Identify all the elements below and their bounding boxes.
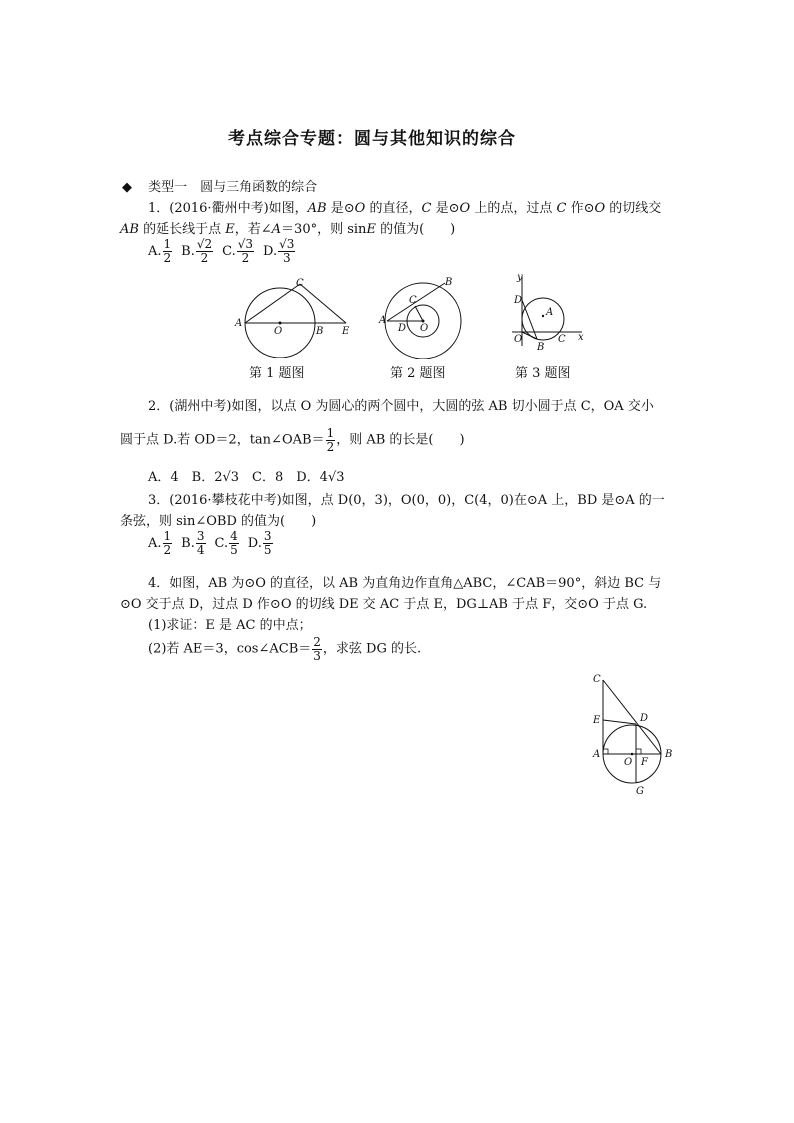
axis-label: x xyxy=(578,332,584,343)
q4-fraction: $\frac{2}{3}$ xyxy=(313,635,321,663)
q3-options xyxy=(148,530,282,556)
q3-source: (2016·攀枝花中考) xyxy=(169,493,282,508)
q1-number: 1． xyxy=(148,201,170,216)
figure-2 xyxy=(375,273,475,359)
point-label: O xyxy=(420,323,429,334)
q1-text: 是⊙ xyxy=(330,201,355,216)
q1-option-d: D. $\frac{√3}{3}$ xyxy=(263,237,295,265)
q2-text: 如图，以点 O 为圆心的两个圆中，大圆的弦 AB 切小圆于点 C，OA 交小 xyxy=(231,399,654,414)
point-label: F xyxy=(641,757,648,768)
q1-options xyxy=(148,238,304,264)
point-label: O xyxy=(514,334,523,345)
q2-line2 xyxy=(120,427,465,453)
q1-text: 的切线交 xyxy=(609,201,662,216)
q2-source: (湖州中考) xyxy=(169,399,232,414)
q3-option-a: A. $\frac{1}{2}$ xyxy=(148,529,172,557)
point-label: B xyxy=(665,749,673,760)
q1-text: 的值为( ) xyxy=(380,222,456,237)
q2-text: ，则 AB 的长是( ) xyxy=(336,432,465,448)
point-label: B xyxy=(316,326,324,337)
q3-option-d: D. $\frac{3}{5}$ xyxy=(247,529,272,557)
q1-text: 的直径， xyxy=(369,201,422,216)
point-label: A xyxy=(379,315,387,326)
q3-number: 3． xyxy=(148,493,170,508)
q4-part2 xyxy=(148,636,421,662)
point-label: C xyxy=(296,278,304,289)
q4-line2: ⊙O 交于点 D，过点 D 作⊙O 的切线 DE 交 AC 于点 E，DG⊥AB 于点 F，交⊙O 于点 G. xyxy=(120,597,648,612)
q3-option-c: C. $\frac{4}{5}$ xyxy=(214,529,238,557)
q1-line1: 1．(2016·衢州中考)如图，AB 是⊙O 的直径，C 是⊙O 上的点，过点 C 作⊙O 的切线交 xyxy=(148,201,662,216)
q3-line1 xyxy=(148,489,665,508)
bullet-icon: ◆ xyxy=(122,180,132,195)
q1-text: 的延长线于点 xyxy=(143,222,222,237)
point-label: D xyxy=(514,295,523,306)
section-label: 类型一 圆与三角函数的综合 xyxy=(148,180,318,195)
point-label: D xyxy=(398,323,407,334)
point-label: B xyxy=(537,342,545,353)
point-label: C xyxy=(593,674,601,685)
q1-text: 作⊙ xyxy=(570,201,595,216)
q2-number: 2． xyxy=(148,399,170,414)
point-label: C xyxy=(409,295,417,306)
point-label: C xyxy=(558,334,566,345)
q3-line2: 条弦，则 sin∠OBD 的值为( ) xyxy=(120,514,317,529)
q4-number: 4． xyxy=(148,576,170,591)
figure-1-caption: 第 1 题图 xyxy=(249,366,305,381)
q4-text: (2)若 AE＝3，cos∠ACB＝ xyxy=(148,641,312,657)
point-label: E xyxy=(342,326,350,337)
q1-text: 是⊙ xyxy=(435,201,460,216)
point-label: B xyxy=(445,277,453,288)
q1-option-c: C. $\frac{√3}{2}$ xyxy=(222,237,254,265)
q2-fraction: $\frac{1}{2}$ xyxy=(326,426,335,454)
point-label: O xyxy=(274,326,283,337)
axis-label: y xyxy=(517,272,523,283)
point-label: A xyxy=(593,749,601,760)
q2-line1 xyxy=(148,395,654,414)
page-title: 考点综合专题：圆与其他知识的综合 xyxy=(228,129,516,149)
q2-options: A．4 B．2√3 C．8 D．4√3 xyxy=(148,470,345,485)
figure-1 xyxy=(228,278,358,358)
q1-line2: AB 的延长线于点 E，若∠A＝30°，则 sinE 的值为( ) xyxy=(120,222,456,237)
q4-text: ，求弦 DG 的长. xyxy=(322,641,422,657)
q1-text: ，若∠ xyxy=(234,222,272,237)
q4-line1 xyxy=(148,572,661,591)
q1-option-a: A. $\frac{1}{2}$ xyxy=(148,237,172,265)
figure-3-caption: 第 3 题图 xyxy=(515,366,571,381)
q3-text: 如图，点 D(0，3)，O(0，0)，C(4，0)在⊙A 上，BD 是⊙A 的一 xyxy=(281,493,665,508)
point-label: G xyxy=(636,786,644,797)
figure-3 xyxy=(508,270,590,354)
q3-option-b: B. $\frac{3}{4}$ xyxy=(181,529,205,557)
point-label: O xyxy=(624,757,633,768)
q1-option-b: B. $\frac{√2}{2}$ xyxy=(181,237,213,265)
point-label: A xyxy=(546,307,554,318)
q1-text: 如图， xyxy=(268,201,308,216)
q1-text: ＝30°，则 sin xyxy=(281,222,367,237)
figure-4 xyxy=(588,668,680,798)
q4-text: 如图，AB 为⊙O 的直径，以 AB 为直角边作直角△ABC，∠CAB＝90°，斜边 BC 与 xyxy=(169,576,662,591)
figure-2-caption: 第 2 题图 xyxy=(390,366,446,381)
point-label: E xyxy=(593,715,601,726)
q1-text: 上的点，过点 xyxy=(474,201,553,216)
q1-source: (2016·衢州中考) xyxy=(169,201,269,216)
q4-part1: (1)求证：E 是 AC 的中点； xyxy=(148,618,312,633)
point-label: D xyxy=(640,713,649,724)
q2-text: 圆于点 D.若 OD＝2，tan∠OAB＝ xyxy=(120,432,325,448)
point-label: A xyxy=(235,318,243,329)
section-header xyxy=(122,176,317,195)
